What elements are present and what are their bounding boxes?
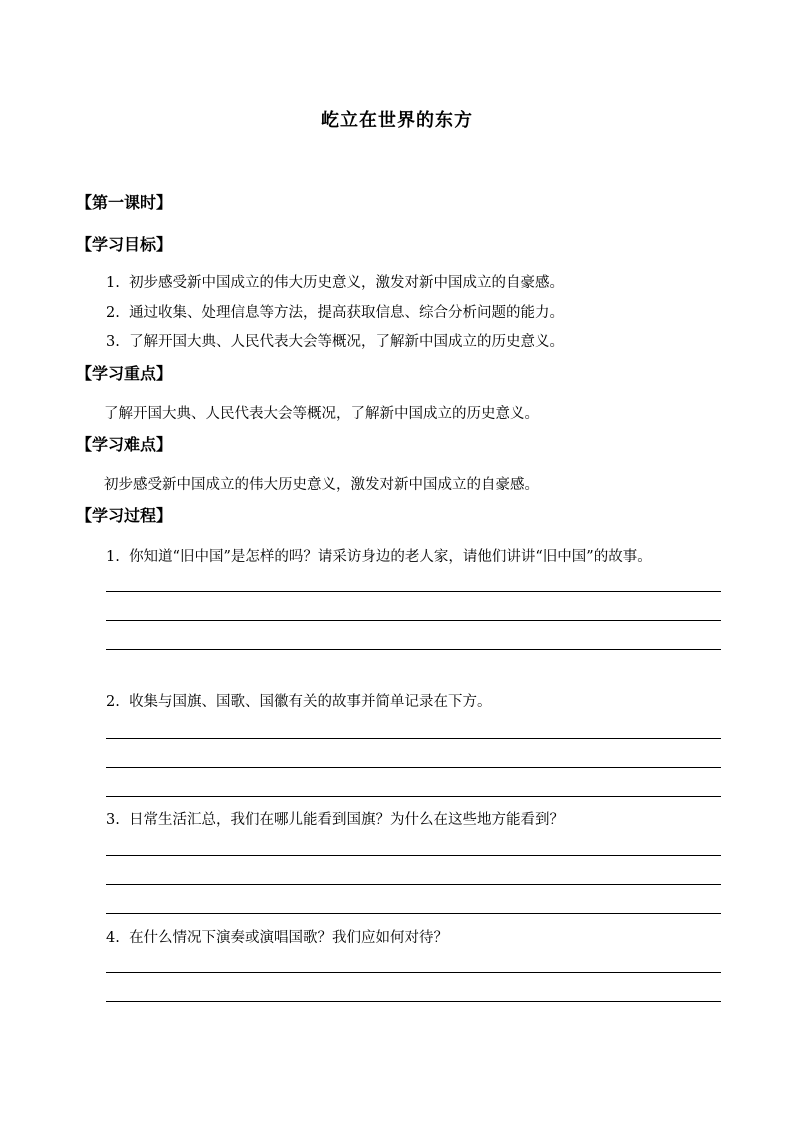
question-number: 4. xyxy=(106,930,120,946)
question-text: 收集与国旗、国歌、国徽有关的故事并简单记录在下方。 xyxy=(129,694,492,710)
goal-item-1 xyxy=(106,271,564,292)
goal-number: 3. xyxy=(106,334,120,350)
focus-text: 了解开国大典、人民代表大会等概况，了解新中国成立的历史意义。 xyxy=(104,406,539,422)
answer-line[interactable] xyxy=(106,855,721,856)
goal-number: 2. xyxy=(106,305,120,321)
goal-text: 初步感受新中国成立的伟大历史意义，激发对新中国成立的自豪感。 xyxy=(129,275,565,291)
goal-text: 了解开国大典、人民代表大会等概况，了解新中国成立的历史意义。 xyxy=(129,334,565,350)
goals-heading: 【学习目标】 xyxy=(76,235,173,254)
difficulty-text: 初步感受新中国成立的伟大历史意义，激发对新中国成立的自豪感。 xyxy=(104,477,539,493)
answer-line[interactable] xyxy=(106,972,721,973)
lesson-heading: 【第一课时】 xyxy=(76,193,173,212)
question-number: 1. xyxy=(106,549,120,565)
question-text: 你知道“旧中国”是怎样的吗？请采访身边的老人家，请他们讲讲“旧中国”的故事。 xyxy=(129,549,652,565)
process-heading: 【学习过程】 xyxy=(76,506,173,525)
answer-line[interactable] xyxy=(106,913,721,914)
goal-text: 通过收集、处理信息等方法，提高获取信息、综合分析问题的能力。 xyxy=(129,305,565,321)
question-2 xyxy=(106,690,492,711)
question-1 xyxy=(106,545,652,566)
answer-line[interactable] xyxy=(106,649,721,650)
question-text: 在什么情况下演奏或演唱国歌？我们应如何对待？ xyxy=(129,930,449,946)
goal-number: 1. xyxy=(106,275,120,291)
question-number: 3. xyxy=(106,812,120,828)
answer-line[interactable] xyxy=(106,1001,721,1002)
answer-line[interactable] xyxy=(106,620,721,621)
page-title: 屹立在世界的东方 xyxy=(321,110,473,131)
answer-line[interactable] xyxy=(106,591,721,592)
question-text: 日常生活汇总，我们在哪儿能看到国旗？为什么在这些地方能看到？ xyxy=(129,812,565,828)
question-3 xyxy=(106,808,564,829)
answer-line[interactable] xyxy=(106,767,721,768)
focus-heading: 【学习重点】 xyxy=(76,364,173,383)
question-4 xyxy=(106,926,448,947)
answer-line[interactable] xyxy=(106,738,721,739)
goal-item-3 xyxy=(106,330,564,351)
difficulty-heading: 【学习难点】 xyxy=(76,435,173,454)
answer-line[interactable] xyxy=(106,796,721,797)
goal-item-2 xyxy=(106,301,564,322)
question-number: 2. xyxy=(106,694,120,710)
answer-line[interactable] xyxy=(106,884,721,885)
